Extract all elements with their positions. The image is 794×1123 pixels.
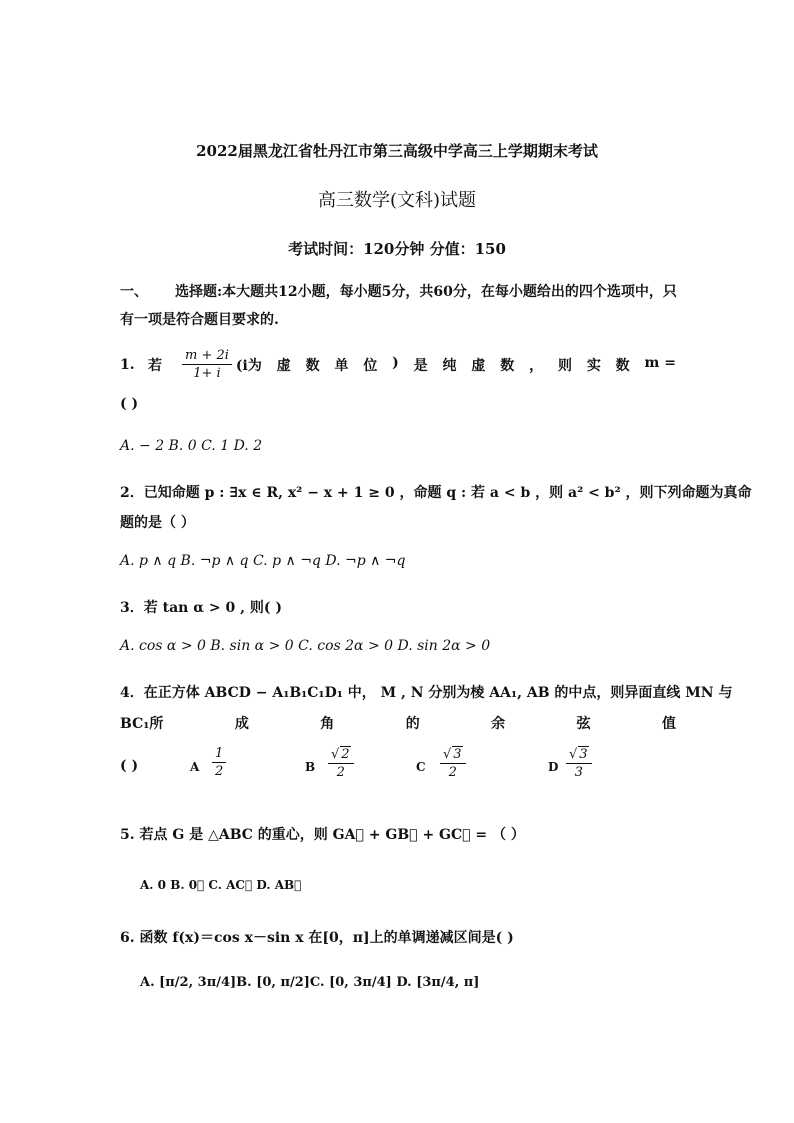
question-6-stem: 6. 函数 f(x)＝cos x－sin x 在[0，π]上的单调递减区间是( ) bbox=[120, 930, 514, 946]
question-3-options: A. cos α > 0 B. sin α > 0 C. cos 2α > 0 D. sin 2α > 0 bbox=[120, 638, 491, 654]
question-6-options: A. [π/2, 3π/4]B. [0, π/2]C. [0, 3π/4] D. [3π/4, π] bbox=[140, 975, 480, 990]
question-3-stem: 3．若 tan α > 0 , 则( ) bbox=[120, 600, 282, 616]
question-1-stem-word: 单 bbox=[334, 357, 349, 374]
question-2-stem-cont: 题的是（ ） bbox=[120, 515, 195, 531]
option-c-fraction bbox=[440, 746, 466, 780]
question-1-stem-word: ) bbox=[392, 354, 399, 371]
question-1-options: A. − 2 B. 0 C. 1 D. 2 bbox=[120, 438, 263, 454]
question-1-stem-word: 虚 bbox=[276, 357, 291, 374]
option-a-label: A bbox=[190, 760, 200, 774]
fraction-numerator: √ 3 bbox=[566, 746, 592, 764]
fraction-numerator: √ 3 bbox=[440, 746, 466, 764]
exam-title: 2022届黑龙江省牡丹江市第三高级中学高三上学期期末考试 bbox=[196, 142, 598, 160]
question-4-stem-word: 值 bbox=[662, 716, 676, 732]
sqrt-radicand: 3 bbox=[579, 747, 588, 762]
question-5-stem: 5. 若点 G 是 △ABC 的重心，则 GA⃗ + GB⃗ + GC⃗ = （ ） bbox=[120, 827, 525, 843]
question-1-stem-word: 则 bbox=[557, 357, 572, 374]
question-1-stem-word: 实 bbox=[586, 357, 601, 374]
section-instructions: 选择题:本大题共12小题，每小题5分，共60分，在每小题给出的四个选项中，只有一项是符合题目要求的. bbox=[120, 284, 677, 328]
fraction-numerator: √ 2 bbox=[328, 746, 354, 764]
question-4-options bbox=[120, 746, 600, 786]
question-5-options: A. 0 B. 0⃗ C. AC⃗ D. AB⃗ bbox=[140, 878, 302, 892]
question-4-stem-word: 角 bbox=[320, 716, 335, 732]
question-1-stem-word: 数 bbox=[500, 357, 515, 374]
question-4-stem-word: BC₁所 bbox=[120, 716, 164, 732]
section-number: 一、 bbox=[120, 284, 148, 300]
question-1-fraction bbox=[182, 348, 232, 381]
fraction-denominator: 2 bbox=[336, 765, 345, 780]
question-1-stem-word: 数 bbox=[305, 357, 320, 374]
question-1-stem-word: ， bbox=[529, 357, 544, 374]
option-c-label: C bbox=[416, 760, 426, 774]
option-b-label: B bbox=[305, 760, 316, 774]
question-1-number: 1. bbox=[120, 356, 135, 373]
fraction-denominator: 3 bbox=[574, 765, 583, 780]
question-1 bbox=[120, 348, 676, 381]
option-d-fraction bbox=[566, 746, 592, 780]
fraction-numerator: 1 bbox=[212, 746, 226, 763]
fraction-numerator: m + 2i bbox=[182, 348, 232, 365]
question-1-stem-word: 是 bbox=[413, 357, 428, 374]
question-2-options: A. p ∧ q B. ¬p ∧ q C. p ∧ ¬q D. ¬p ∧ ¬q bbox=[120, 553, 406, 569]
question-1-stem-word: (i为 bbox=[235, 357, 262, 374]
option-a-fraction bbox=[212, 746, 226, 779]
question-1-stem-word: 纯 bbox=[442, 357, 457, 374]
exam-subtitle: 高三数学(文科)试题 bbox=[317, 190, 477, 211]
question-4-stem-word: 的 bbox=[405, 716, 420, 732]
sqrt-radicand: 3 bbox=[453, 747, 462, 762]
exam-info: 考试时间：120分钟 分值：150 bbox=[288, 240, 506, 258]
question-1-answer-paren: ( ) bbox=[120, 396, 139, 412]
sqrt-radicand: 2 bbox=[341, 747, 350, 762]
question-4-stem-word: 成 bbox=[234, 716, 249, 732]
question-1-stem-word: 虚 bbox=[471, 357, 486, 374]
question-1-stem-word: m = bbox=[644, 354, 676, 371]
question-1-stem-word: 位 bbox=[363, 357, 378, 374]
question-4-stem: 4．在正方体 ABCD − A₁B₁C₁D₁ 中， M , N 分别为棱 AA₁, AB 的中点，则异面直线 MN 与 bbox=[120, 685, 733, 701]
question-1-stem bbox=[236, 355, 676, 375]
question-1-stem-word: 数 bbox=[615, 357, 630, 374]
option-b-fraction bbox=[328, 746, 354, 780]
question-4-stem-word: 弦 bbox=[576, 716, 591, 732]
question-4-answer-paren: ( ) bbox=[120, 758, 139, 774]
fraction-denominator: 2 bbox=[215, 764, 224, 779]
option-d-label: D bbox=[548, 760, 559, 774]
question-4-stem-cont bbox=[120, 713, 676, 733]
question-2-stem: 2．已知命题 p : ∃x ∈ R, x² − x + 1 ≥ 0 ，命题 q : 若 a < b ，则 a² < b² ，则下列命题为真命 bbox=[120, 485, 752, 501]
section-heading bbox=[120, 278, 680, 334]
fraction-denominator: 2 bbox=[448, 765, 457, 780]
question-1-prefix: 若 bbox=[148, 357, 162, 374]
fraction-denominator: 1+ i bbox=[193, 366, 221, 381]
question-4-stem-word: 余 bbox=[491, 716, 506, 732]
